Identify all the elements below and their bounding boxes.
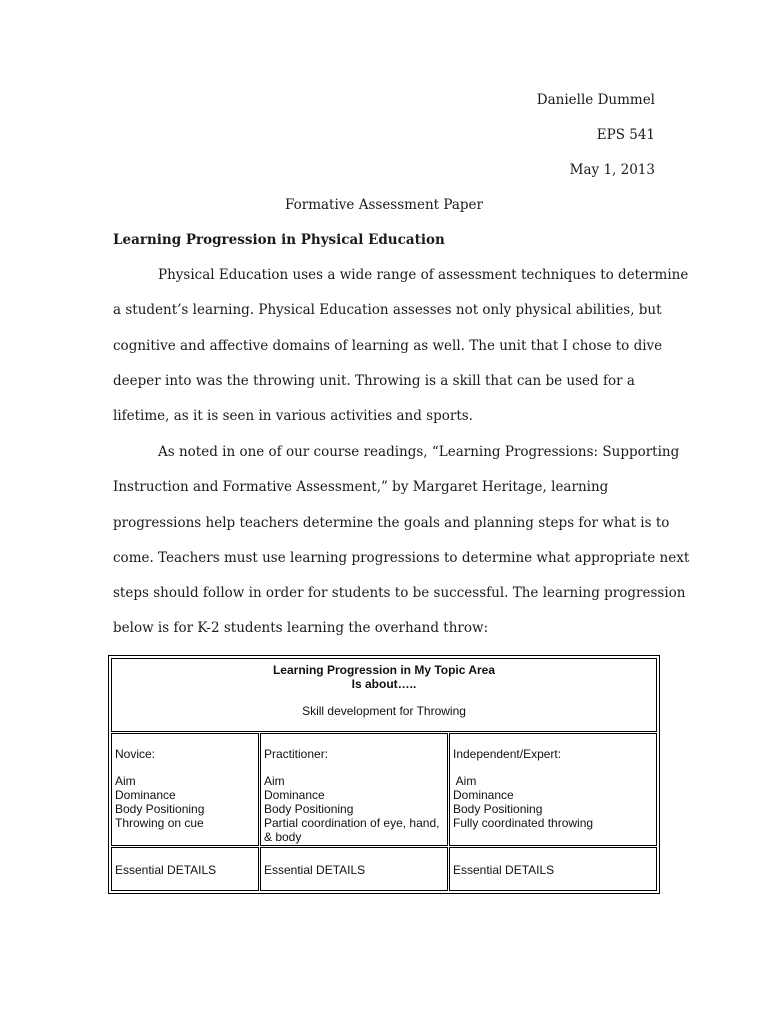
paper-date: May 1, 2013: [569, 162, 655, 178]
list-item: Body Positioning: [115, 802, 205, 816]
paragraph-2: [113, 435, 690, 647]
learning-progression-table: [108, 655, 660, 894]
details-cell-novice: Essential DETAILS: [111, 847, 259, 891]
paragraph-line: As noted in one of our course readings, “Learning Progressions: Supporting: [158, 444, 680, 460]
column-label: Practitioner:: [264, 747, 329, 761]
section-heading: Learning Progression in Physical Education: [113, 232, 445, 248]
list-item: Dominance: [453, 788, 514, 802]
paragraph-line: cognitive and affective domains of learning as well. The unit that I chose to dive: [113, 337, 663, 354]
paragraph-line: come. Teachers must use learning progressions to determine what appropriate next: [113, 549, 690, 566]
column-label: Novice:: [115, 747, 156, 761]
practitioner-cell: [260, 733, 448, 846]
table-subtitle: Skill development for Throwing: [302, 704, 466, 718]
paper-title: Formative Assessment Paper: [285, 197, 483, 213]
paragraph-line: steps should follow in order for students to be successful. The learning progression: [113, 585, 686, 601]
details-cell-practitioner: Essential DETAILS: [260, 847, 448, 891]
list-item: Dominance: [115, 788, 176, 802]
paragraph-line: lifetime, as it is seen in various activities and sports.: [113, 408, 473, 424]
list-item: Partial coordination of eye, hand, & body: [264, 816, 440, 844]
details-cell-expert: Essential DETAILS: [449, 847, 657, 891]
paragraph-line: deeper into was the throwing unit. Throwing is a skill that can be used for a: [113, 372, 635, 389]
paragraph-line: Instruction and Formative Assessment,” by Margaret Heritage, learning: [113, 479, 609, 496]
list-item: Aim: [115, 774, 136, 788]
list-item: Fully coordinated throwing: [453, 816, 594, 830]
table-header-cell: [111, 658, 657, 732]
table-title: Learning Progression in My Topic Area: [272, 663, 496, 677]
author-name: Danielle Dummel: [536, 92, 655, 108]
list-item: Aim: [264, 774, 285, 788]
list-item: Throwing on cue: [115, 816, 204, 830]
paragraph-line: below is for K-2 students learning the overhand throw:: [113, 620, 489, 637]
course-code: EPS 541: [596, 127, 655, 143]
paragraph-1: [113, 258, 689, 434]
table-title-sub: Is about…..: [351, 677, 417, 691]
novice-cell: [111, 733, 259, 846]
list-item: Dominance: [264, 788, 325, 802]
paragraph-line: Physical Education uses a wide range of assessment techniques to determine: [158, 267, 689, 283]
list-item: Aim: [453, 774, 477, 788]
paragraph-line: progressions help teachers determine the goals and planning steps for what is to: [113, 514, 670, 531]
expert-cell: [449, 733, 657, 846]
list-item: Body Positioning: [264, 802, 354, 816]
list-item: Body Positioning: [453, 802, 543, 816]
paragraph-line: a student’s learning. Physical Education assesses not only physical abilities, but: [113, 302, 662, 319]
column-label: Independent/Expert:: [453, 747, 562, 761]
